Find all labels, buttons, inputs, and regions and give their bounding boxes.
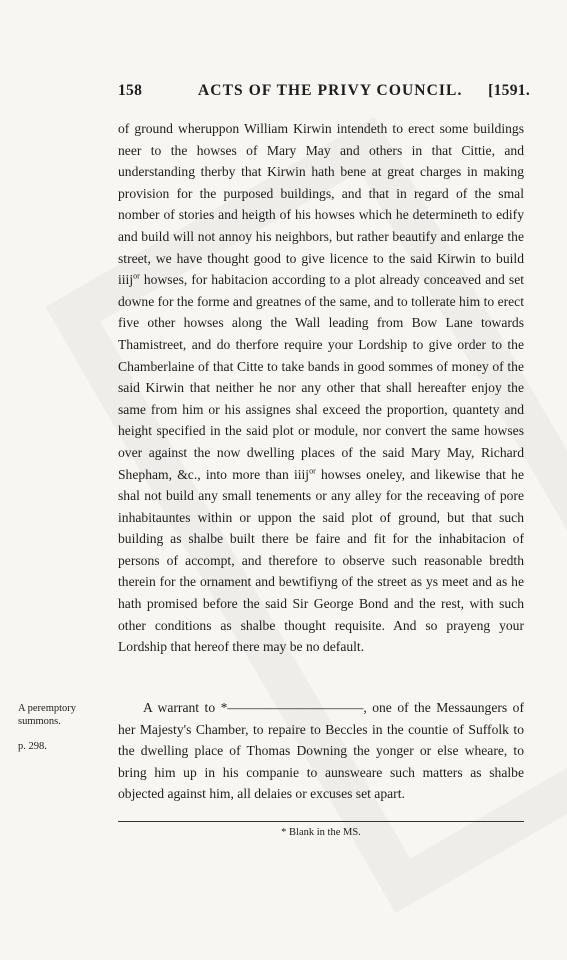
paragraph-1-part-c: howses oneley, and likewise that he shal not build any small tenements or any alley for the receaving of pore inhabitauntes within or uppon the said plot of ground, but that such building as shalbe built there be faire and fit for the inhabitacion of persons of accompt, and therefore to observe such reasonable bredth therein for the ornament and bewtifiyng of the street as ys meet and as he hath promised before the said Sir George Bond and the rest, with such other conditions as shalbe thought requisite. And so prayeng your Lordship that hereof there may be no default. xyxy=(118,466,524,655)
paragraph-1-superscript: or xyxy=(133,271,140,281)
footnote-rule xyxy=(118,821,524,822)
page-header xyxy=(118,82,538,104)
body-paragraph-2: A warrant to *——————————, one of the Messaungers of her Majesty's Chamber, to repaire to Beccles in the countie of Suffolk to the dwelling place of Thomas Downing the yonger or else wheare, to bring him up in his companie to aunsweare such matters as shalbe objected against him, all delaies or excuses set apart. xyxy=(118,700,524,802)
paragraph-1-part-b: howses, for habitacion according to a plot already conceaved and set downe for the forme and greatnes of the same, and to tollerate him to erect five other howses along the Wall leading from Bow Lane towards Thamistreet, and do therfore require your Lordship to give order to the Chamberlaine of that Citte to take bands in good sommes of money of the said Kirwin that neither he nor any other that shall hereafter enjoy the same from him or his assignes shal exceed the proportion, quantety and height specified in the said plot or module, nor convert the same howses over against the now dwelling places of the said Mary May, Richard Shepham, &c., into more than iiij xyxy=(118,272,524,482)
body-paragraph-1 xyxy=(118,118,524,658)
page-number: 158 xyxy=(118,82,143,99)
running-title: ACTS OF THE PRIVY COUNCIL. xyxy=(198,82,463,99)
paragraph-1-part-a: of ground wheruppon William Kirwin intendeth to erect some buildings neer to the howses of Mary May and others in that Cittie, and understanding therby that Kirwin hath bene at great charges in making provision for the purposed buildings, and that in regard of the smal nomber of stories and heigth of his howses which he determineth to edify and build will not annoy his neighbors, but rather beautify and enlarge the street, we have thought good to give licence to the said Kirwin to build iiij xyxy=(118,121,524,288)
footnote: * Blank in the MS. xyxy=(281,827,361,838)
paragraph-1-superscript-2: or xyxy=(309,465,316,475)
margin-note-summons: A peremptory summons. xyxy=(18,703,77,727)
margin-note-page-ref: p. 298. xyxy=(18,741,47,752)
header-year: [1591. xyxy=(488,82,530,99)
